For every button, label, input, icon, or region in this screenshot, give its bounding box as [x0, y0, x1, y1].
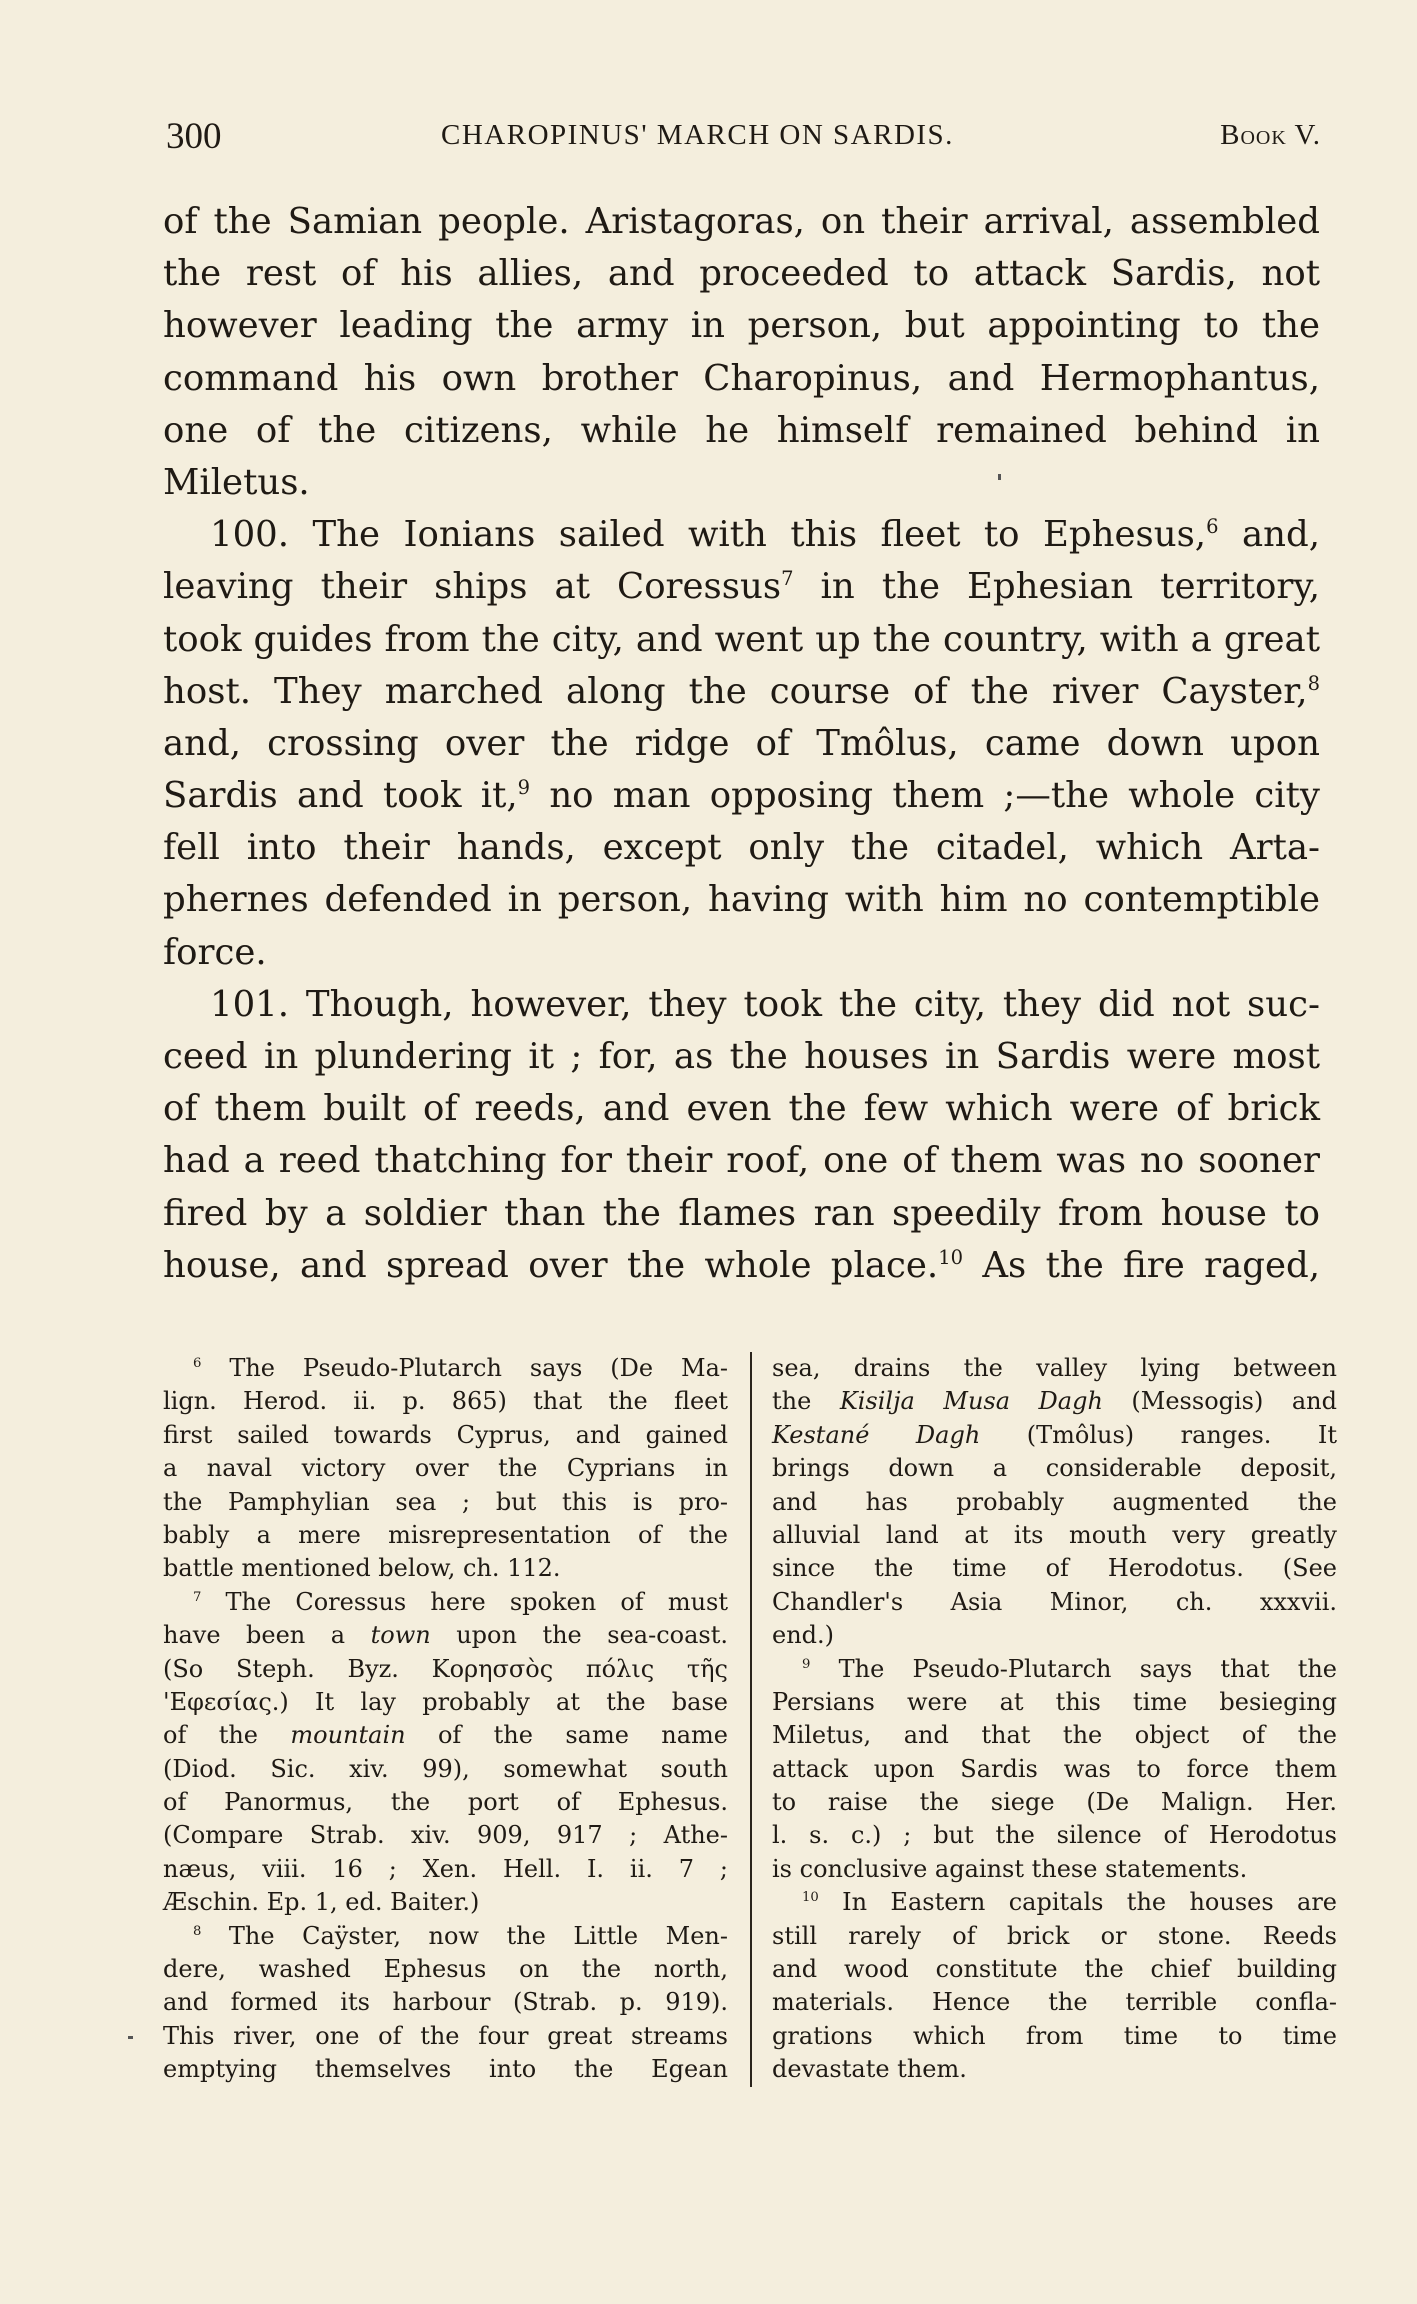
footnote-line: (So Steph. Byz. Κορησσὸς πόλις τῆς: [163, 1654, 728, 1683]
body-text-line: force.: [163, 931, 267, 973]
footnote-line: have been a town upon the sea-coast.: [163, 1621, 728, 1650]
main-text: [163, 196, 1320, 1292]
footnote-line: $^{10}$ In Eastern capitals the houses are: [802, 1888, 1337, 1917]
footnote-line: the Pamphylian sea ; but this is pro-: [163, 1487, 728, 1516]
page-number: 300: [166, 116, 222, 157]
print-speck: [128, 2036, 133, 2039]
body-text-line: however leading the army in person, but appointing to the: [163, 305, 1320, 347]
body-text-line: 100. The Ionians sailed with this fleet to Ephesus,$^6$ and,: [210, 514, 1320, 556]
body-text-line: Miletus.: [163, 461, 310, 503]
footnote-line: brings down a considerable deposit,: [772, 1454, 1337, 1483]
body-text-line: command his own brother Charopinus, and Hermophantus,: [163, 357, 1320, 399]
body-text-line: leaving their ships at Coressus$^7$ in the Ephesian territory,: [163, 566, 1320, 608]
footnote-line: l. s. c.) ; but the silence of Herodotus: [772, 1821, 1337, 1850]
footnote-line: attack upon Sardis was to force them: [772, 1754, 1337, 1783]
body-text-line: took guides from the city, and went up the country, with a great: [163, 618, 1320, 660]
footnote-line: dere, washed Ephesus on the north,: [163, 1955, 728, 1984]
footnote-marker: 7: [193, 1589, 202, 1605]
footnote-line: emptying themselves into the Egean: [163, 2055, 728, 2084]
footnote-line: the Kisilja Musa Dagh (Messogis) and: [772, 1387, 1338, 1416]
footnote-line: This river, one of the four great streams: [163, 2021, 728, 2050]
footnote-line: $^8$ The Caÿster, now the Little Men-: [193, 1921, 728, 1950]
footnote-reference: 9: [517, 776, 531, 800]
footnote-line: and formed its harbour (Strab. p. 919).: [163, 1988, 728, 2017]
footnote-marker: 9: [802, 1656, 811, 1672]
footnote-reference: 10: [938, 1245, 964, 1269]
running-title: CHAROPINUS' MARCH ON SARDIS.: [441, 119, 954, 151]
footnote-line: devastate them.: [772, 2055, 967, 2084]
footnote-line: næus, viii. 16 ; Xen. Hell. I. ii. 7 ;: [163, 1854, 728, 1883]
running-header: [166, 115, 1321, 165]
footnotes-right-column: [772, 1352, 1337, 2087]
body-text-line: phernes defended in person, having with him no contemptible: [163, 879, 1320, 921]
footnote-line: first sailed towards Cyprus, and gained: [163, 1420, 728, 1449]
body-text-line: Sardis and took it,$^9$ no man opposing them ;—the whole city: [163, 775, 1320, 817]
footnote-line: sea, drains the valley lying between: [772, 1354, 1337, 1382]
footnote-line: (Compare Strab. xiv. 909, 917 ; Athe-: [163, 1821, 728, 1850]
body-text-line: and, crossing over the ridge of Tmôlus, came down upon: [163, 722, 1320, 764]
column-divider: [750, 1352, 752, 2087]
footnote-line: Persians were at this time besieging: [772, 1687, 1337, 1716]
footnote-line: 'Εφεσίας.) It lay probably at the base: [163, 1687, 728, 1716]
footnote-line: bably a mere misrepresentation of the: [163, 1520, 728, 1549]
footnote-marker: 10: [802, 1890, 819, 1906]
footnote-line: alluvial land at its mouth very greatly: [772, 1520, 1337, 1549]
footnote-line: and wood constitute the chief building: [772, 1955, 1337, 1984]
footnotes-left-column: [163, 1352, 728, 2087]
footnote-reference: 7: [781, 567, 794, 591]
footnote-line: of Panormus, the port of Ephesus.: [163, 1788, 728, 1817]
footnote-line: lign. Herod. ii. p. 865) that the fleet: [163, 1387, 728, 1416]
book-label: Book V.: [1220, 119, 1321, 151]
footnote-line: battle mentioned below, ch. 112.: [163, 1554, 561, 1583]
footnote-line: since the time of Herodotus. (See: [772, 1554, 1337, 1583]
print-speck: [998, 474, 1001, 480]
body-text-line: the rest of his allies, and proceeded to attack Sardis, not: [163, 253, 1320, 295]
footnote-line: $^6$ The Pseudo-Plutarch says (De Ma-: [193, 1354, 728, 1382]
body-text-line: fell into their hands, except only the citadel, which Arta-: [163, 827, 1320, 869]
footnote-line: Chandler's Asia Minor, ch. xxxvii.: [772, 1587, 1337, 1616]
footnote-line: Æschin. Ep. 1, ed. Baiter.): [163, 1888, 480, 1917]
footnote-line: is conclusive against these statements.: [772, 1854, 1248, 1883]
footnote-line: still rarely of brick or stone. Reeds: [772, 1921, 1337, 1950]
footnote-line: to raise the siege (De Malign. Her.: [772, 1788, 1337, 1817]
footnote-line: a naval victory over the Cyprians in: [163, 1454, 728, 1483]
footnote-line: $^7$ The Coressus here spoken of must: [193, 1587, 728, 1616]
footnote-line: of the mountain of the same name: [163, 1721, 728, 1750]
body-text-line: ceed in plundering it ; for, as the houses in Sardis were most: [163, 1036, 1320, 1077]
footnote-line: grations which from time to time: [772, 2021, 1337, 2050]
footnote-line: Miletus, and that the object of the: [772, 1721, 1337, 1750]
body-text-line: one of the citizens, while he himself remained behind in: [163, 409, 1320, 451]
body-text-line: 101. Though, however, they took the city, they did not suc-: [210, 983, 1320, 1025]
footnote-reference: 8: [1307, 671, 1320, 695]
footnote-line: end.): [772, 1621, 835, 1650]
body-text-line: fired by a soldier than the flames ran speedily from house to: [163, 1192, 1320, 1234]
footnote-line: $^9$ The Pseudo-Plutarch says that the: [802, 1654, 1337, 1683]
footnote-reference: 6: [1206, 515, 1219, 539]
footnote-line: Kestané Dagh (Tmôlus) ranges. It: [772, 1420, 1337, 1449]
footnote-line: (Diod. Sic. xiv. 99), somewhat south: [163, 1754, 728, 1783]
footnote-marker: 6: [193, 1356, 202, 1371]
footnote-line: materials. Hence the terrible confla-: [772, 1988, 1337, 2017]
body-text-line: had a reed thatching for their roof, one of them was no sooner: [163, 1140, 1320, 1182]
body-text-line: host. They marched along the course of the river Cayster,$^8$: [163, 670, 1320, 712]
body-text-line: house, and spread over the whole place.$^{10}$ As the fire raged,: [163, 1244, 1320, 1286]
footnote-marker: 8: [193, 1923, 202, 1939]
footnote-line: and has probably augmented the: [772, 1487, 1337, 1516]
body-text-line: of them built of reeds, and even the few which were of brick: [163, 1088, 1320, 1130]
body-text-line: of the Samian people. Aristagoras, on their arrival, assembled: [163, 201, 1320, 242]
